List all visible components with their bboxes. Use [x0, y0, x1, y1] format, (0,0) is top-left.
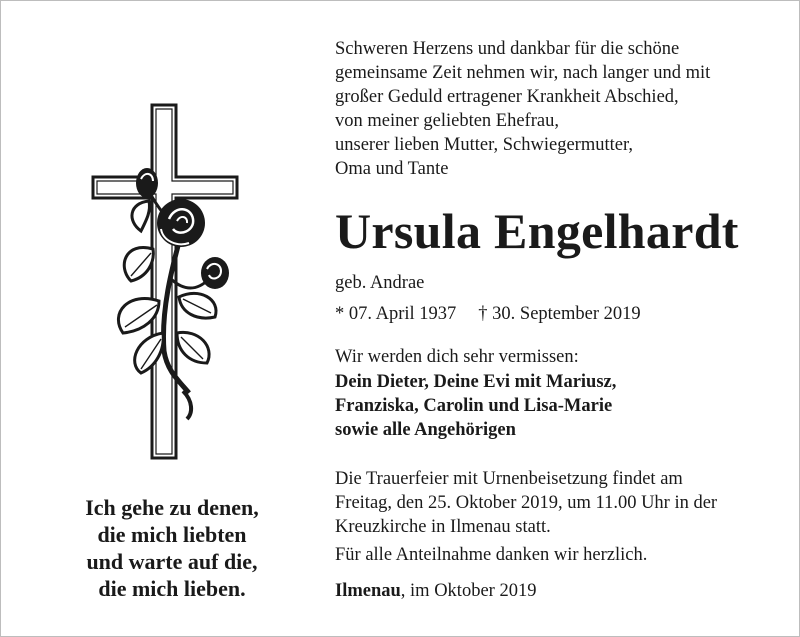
service-info	[335, 467, 780, 539]
place-name: Ilmenau	[335, 581, 401, 601]
quote-line: und warte auf die,	[86, 549, 258, 574]
life-dates	[335, 302, 780, 326]
intro-line: Oma und Tante	[335, 159, 449, 179]
missing-text: Wir werden dich sehr vermissen:	[335, 347, 579, 367]
death-date: † 30. September 2019	[478, 304, 641, 324]
service-line: Die Trauerfeier mit Urnenbeisetzung findet am	[335, 469, 683, 489]
quote-line: die mich liebten	[97, 522, 247, 547]
thanks-text: Für alle Anteilnahme danken wir herzlich.	[335, 545, 648, 565]
intro-line: unserer lieben Mutter, Schwiegermutter,	[335, 135, 634, 155]
service-line: Kreuzkirche in Ilmenau statt.	[335, 517, 551, 537]
quote-line: die mich lieben.	[98, 576, 246, 601]
family-line: Dein Dieter, Deine Evi mit Mariusz,	[335, 372, 617, 392]
intro-line: von meiner geliebten Ehefrau,	[335, 111, 559, 131]
quote-line: Ich gehe zu denen,	[85, 495, 259, 520]
family-line: Franziska, Carolin und Lisa-Marie	[335, 396, 613, 416]
place-and-date	[335, 579, 780, 603]
memorial-quote	[41, 494, 303, 602]
place-date: , im Oktober 2019	[400, 581, 537, 601]
intro-line: großer Geduld ertragener Krankheit Abschied,	[335, 87, 679, 107]
birth-date: * 07. April 1937	[335, 304, 457, 324]
family-line: sowie alle Angehörigen	[335, 420, 516, 440]
family-signatures	[335, 370, 780, 442]
service-line: Freitag, den 25. Oktober 2019, um 11.00 Uhr in der	[335, 493, 718, 513]
cross-with-roses-icon	[89, 101, 249, 466]
intro-line: Schweren Herzens und dankbar für die schöne	[335, 39, 680, 59]
deceased-name: Ursula Engelhardt	[335, 203, 739, 259]
intro-line: gemeinsame Zeit nehmen wir, nach langer und mit	[335, 63, 711, 83]
intro-text	[335, 37, 780, 181]
maiden-name: geb. Andrae	[335, 273, 425, 293]
